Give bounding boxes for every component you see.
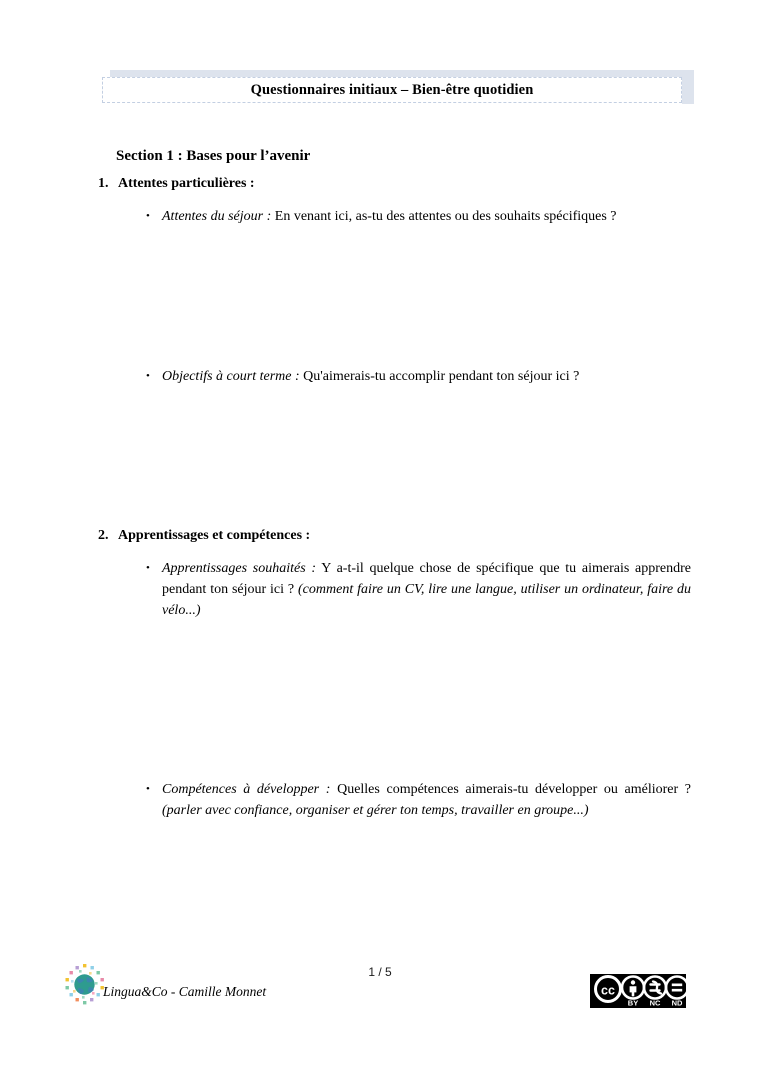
bullet-label: Attentes du séjour : (162, 209, 272, 224)
bullet-text (162, 779, 691, 821)
document-title: Questionnaires initiaux – Bien-être quotidien (250, 82, 534, 98)
license-term-nc: NC (649, 998, 661, 1008)
section-heading: Section 1 : Bases pour l’avenir (116, 148, 311, 164)
bullet-marker-icon: • (146, 783, 150, 795)
bullet-question: Y a-t-il quelque chose de spécifique que tu aimerais apprendre pendant ton séjour ici ? (162, 561, 691, 597)
bullet-hint: (comment faire un CV, lire une langue, utiliser un ordinateur, faire du vélo...) (162, 582, 691, 618)
bullet-text (162, 366, 579, 387)
page-number: 1 / 5 (368, 965, 392, 979)
list-item-title-1: Attentes particulières : (118, 176, 255, 191)
bullet-marker-icon: • (146, 210, 150, 222)
list-item-number-1: 1. (98, 176, 109, 191)
license-term-nd: ND (671, 998, 683, 1008)
bullet-label: Apprentissages souhaités : (162, 561, 317, 576)
list-item-number-2: 2. (98, 528, 109, 543)
list-item-title-2: Apprentissages et compétences : (118, 528, 311, 543)
bullet-text (162, 558, 691, 621)
footer-credit-text: Lingua&Co - Camille Monnet (103, 984, 267, 999)
bullet-marker-icon: • (146, 562, 150, 574)
bullet-marker-icon: • (146, 370, 150, 382)
bullet-hint: (parler avec confiance, organiser et gérer ton temps, travailler en groupe...) (162, 803, 589, 818)
license-term-by: BY (627, 998, 639, 1008)
bullet-question: Quelles compétences aimerais-tu développer ou améliorer ? (330, 782, 692, 797)
bullet-label: Compétences à développer : (162, 782, 331, 797)
bullet-question: Qu'aimerais-tu accomplir pendant ton séjour ici ? (299, 369, 580, 384)
creative-commons-badge-icon (590, 974, 686, 1008)
svg-text:cc: cc (601, 983, 615, 998)
bullet-question: En venant ici, as-tu des attentes ou des souhaits spécifiques ? (271, 209, 617, 224)
bullet-label: Objectifs à court terme : (162, 369, 300, 384)
bullet-text (162, 206, 617, 227)
header-right-band (682, 77, 694, 104)
